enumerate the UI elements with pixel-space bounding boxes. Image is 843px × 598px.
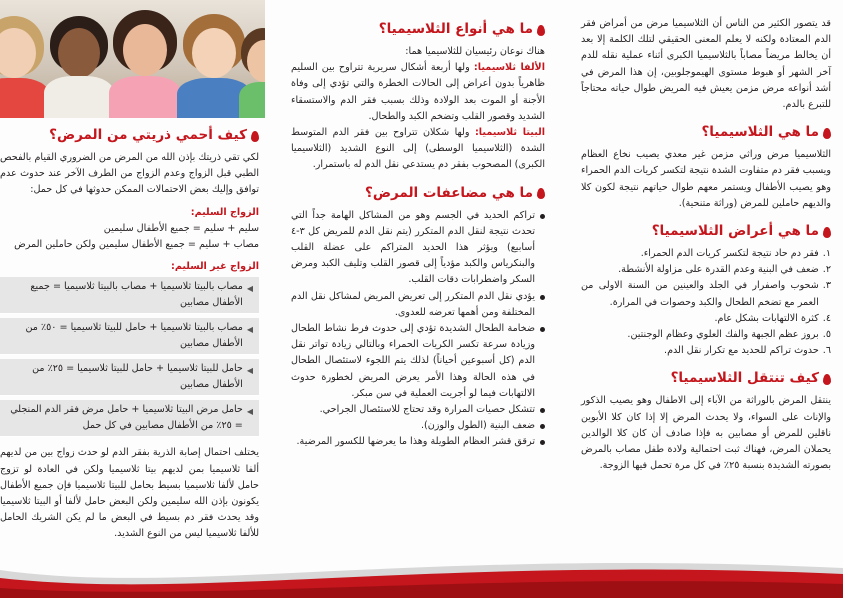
left-column: [0, 0, 271, 560]
case-text: مصاب بالبيتا ثلاسيميا + حامل للبيتا ثلاسيميا = ٥٠٪ من الأطفال مصابين: [25, 322, 243, 350]
symptoms-title: ما هي أعراض الثلاسيميا؟: [651, 223, 819, 240]
item-text: ضعف في البنية وعدم القدرة على مزاولة الأنشطة.: [618, 264, 819, 276]
beta-text: ولها شكلان تتراوح بين فقر الدم المتوسط الشدة (الثلاسيميا الوسطى) إلى النوع الشديد (الثلاسيميا الكبرى) المصحوب بفقر دم يستدعي نقل الدم له باستمرار.: [291, 127, 545, 171]
item-number: ٣.: [822, 280, 831, 292]
list-item: ضخامة الطحال الشديدة تؤدي إلى حدوث فرط نشاط الطحال وزيادة سرعة تكسر الكريات الحمراء وبالتالي زيادة تواتر نقل الدم (كل أسبوعين أحياناً) لذلك يتم اللجوء لاستئصال الطحال في هذه الحالة وهذا الأمر يعرض المريض لخطورة حدوث الالتهابات فيما لو أجريت العملية في سن مبكر.: [291, 321, 545, 402]
child-shirt: [239, 82, 265, 118]
item-text: حدوث تراكم للحديد مع تكرار نقل الدم.: [664, 345, 819, 357]
what-is-thalassemia-heading: [581, 123, 831, 141]
protect-title: كيف أحمي ذريتي من المرض؟: [49, 127, 247, 143]
item-text: كثرة الالتهابات بشكل عام.: [714, 312, 819, 324]
blood-drop-icon: [537, 188, 545, 199]
alpha-paragraph: [291, 60, 545, 125]
list-item: [581, 262, 831, 278]
triangle-bullet-icon: ◀: [246, 366, 253, 376]
unhealthy-case-box: [0, 400, 259, 437]
list-item: تراكم الحديد في الجسم وهو من المشاكل الهامة جداً التي تحدث نتيجة لنقل الدم المتكرر (يتم نقل الدم للمريض كل ٣-٤ أسابيع) ويؤثر هذا الحديد المتراكم على عضلة القلب والبنكرياس والكبد مؤدياً إلى قصور القلب وتليف الكبد ومرض السكر واضطرابات دقات القلب.: [291, 208, 545, 289]
types-title: ما هي أنواع الثلاسيميا؟: [378, 21, 533, 37]
child-face: [123, 24, 167, 76]
item-text: بروز عظم الجبهة والفك العلوي وعظام الوجنتين.: [627, 329, 819, 341]
list-item: [581, 327, 831, 343]
symptoms-list: [581, 246, 831, 359]
middle-column: [283, 0, 553, 560]
closing-paragraph: يختلف احتمال إصابة الذرية بفقر الدم لو حدث زواج بين من لديهم ألفا ثلاسيميا بمن لديهم بيتا ثلاسيميا ولكن في العادة لو تزوج حامل لألفا ثلاسيميا بسيط بحامل للبيتا ثلاسيميا فإن جميع الأطفال يكونون بإذن الله سليمين ولكن البعض حامل لألفا أو البيتا ثلاسيميا وقد يحدث فقر دم بسيط في البعض ما لم يكن الشريك الحامل للألفا ثلاسيميا ليس من النوع الشديد.: [0, 447, 259, 540]
transmission-heading: [581, 369, 831, 387]
healthy-line: مصاب + سليم = جميع الأطفال سليمين ولكن حاملين المرض: [14, 239, 259, 251]
item-text: فقر دم حاد نتيجة لتكسر كريات الدم الحمراء.: [640, 248, 819, 260]
bottom-wave-decoration: [0, 538, 843, 598]
healthy-line: سليم + سليم = جميع الأطفال سليمين: [103, 222, 259, 234]
transmission-title: كيف تنتقل الثلاسيميا؟: [670, 370, 819, 387]
unhealthy-case-box: [0, 277, 259, 314]
unhealthy-case-box: [0, 318, 259, 355]
alpha-label: الألفا ثلاسيميا:: [473, 62, 545, 74]
triangle-bullet-icon: ◀: [246, 284, 253, 294]
child-shirt: [109, 76, 181, 118]
case-text: حامل للبيتا ثلاسيميا + حامل للبيتا ثلاسيميا = ٢٥٪ من الأطفال مصابين: [32, 363, 243, 391]
blood-drop-icon: [823, 374, 831, 385]
list-item: [581, 311, 831, 327]
item-number: ٤.: [822, 312, 831, 324]
child-face: [58, 28, 100, 78]
complications-list: [291, 208, 545, 451]
types-intro: هناك نوعان رئيسيان للثلاسيميا هما:: [405, 46, 545, 57]
complications-heading: [291, 184, 545, 202]
blood-drop-icon: [823, 227, 831, 238]
symptoms-heading: [581, 222, 831, 240]
case-text: مصاب بالبيتا ثلاسيميا + مصاب بالبيتا ثلاسيميا = جميع الأطفال مصابين: [30, 281, 243, 309]
item-number: ٦.: [822, 345, 831, 357]
blood-drop-icon: [251, 131, 259, 142]
child-face: [192, 28, 236, 78]
complications-title: ما هي مضاعفات المرض؟: [365, 184, 533, 201]
children-photo: [0, 0, 265, 118]
unhealthy-case-box: [0, 359, 259, 396]
transmission-paragraph: ينتقل المرض بالوراثة من الآباء إلى الاطفال وهو يصيب الذكور والإناث على السواء، ولا يحدث المرض إلا إذا كان كلا الأبوين ناقلين للمرض أو مصابين به فإذا صادف أن كان كلا الوالدين يحملان المرض، فهناك ثبت احتمالية ولادة طفل مصاب بالمرض بصورته الشديدة بنسبة ٢٥٪ في كل مرة تحمل فيها الزوجة.: [581, 395, 831, 472]
what-is-title: ما هي الثلاسيميا؟: [701, 124, 819, 141]
child-shirt: [0, 78, 49, 118]
beta-label: البيتا ثلاسيميا:: [474, 127, 545, 139]
list-item: ترقق قشر العظام الطويلة وهذا ما يعرضها للكسور المرضية.: [291, 434, 545, 450]
what-is-paragraph: الثلاسيميا مرض وراثي مزمن غير معدي يصيب نخاع العظام ويسبب فقر دم متفاوت الشدة نتيجة لتكسر كريات الدم الحمراء وهو يصيب الأطفال ويستمر معهم طوال حياتهم نتيجة لكون كلا والديهم حاملين للمرض (وراثة متنحية).: [581, 149, 831, 209]
list-item: يؤدي نقل الدم المتكرر إلى تعريض المريض لمشاكل نقل الدم المختلفة ومن أهمها تعرضه للعدوى.: [291, 289, 545, 321]
protect-paragraph: لكي تقي ذريتك بإذن الله من المرض من الضروري القيام بالفحص الطبي قبل الزواج وعدم الزواج من الطرف الآخر عند حدوث عدم توافق وإليك بعض الاحتمالات الممكن حدوثها في كل حمل:: [0, 152, 259, 196]
list-item: [581, 343, 831, 359]
child-figure: [109, 4, 181, 118]
item-number: ٥.: [822, 329, 831, 341]
case-text: حامل مرض البيتا ثلاسيميا + حامل مرض فقر الدم المنجلي = ٢٥٪ من الأطفال مصابين في كل حمل: [10, 404, 243, 432]
list-item: ضعف البنية (الطول والوزن).: [291, 418, 545, 434]
triangle-bullet-icon: ◀: [246, 407, 253, 417]
protect-heading: [0, 126, 259, 144]
unhealthy-marriage-label: الزواج غير السليم:: [171, 261, 259, 273]
intro-paragraph: قد يتصور الكثير من الناس أن الثلاسيميا مرض من أمراض فقر الدم المعتادة ولكنه لا يعلم المعنى الحقيقي لتلك الكلمة إلا بعد أن يخالط مريضاً مصاباً بالثلاسيميا الكبرى أثناء عملية نقله للدم آخر الشهر أو هبوط مستوى الهيموجلوبين، إن هذا المرض في أشد أنواعه مرض مزمن يعيش فيه المريض طوال حياته محتاجاً للتبرع بالدم.: [581, 18, 831, 111]
blood-drop-icon: [537, 25, 545, 36]
blood-drop-icon: [823, 128, 831, 139]
alpha-text: ولها أربعة أشكال سريرية تتراوح بين السليم ظاهرياً بدون أعراض إلى الحالات الخطرة والتي تؤدي إلى وفاة الأجنة أو الموت بعد الولادة وذلك بسبب فقر الدم والاستسقاء الشديد وقصور القلب وتضخم الكبد والطحال.: [291, 62, 545, 122]
item-number: ٢.: [822, 264, 831, 276]
list-item: تتشكل حصيات المرارة وقد تحتاج للاستئصال الجراحي.: [291, 402, 545, 418]
left-column-content: [0, 126, 265, 543]
beta-paragraph: [291, 125, 545, 174]
healthy-marriage-label: الزواج السليم:: [190, 206, 259, 218]
child-figure: [0, 8, 49, 118]
child-figure: [44, 6, 114, 118]
list-item: [581, 246, 831, 262]
right-column: [567, 0, 843, 560]
list-item: [581, 278, 831, 310]
item-text: شحوب واصفرار في الجلد والعينين من السنة الاولى من العمر مع تضخم الطحال والكبد وحصوات في المرارة.: [581, 280, 819, 308]
item-number: ١.: [822, 248, 831, 260]
child-shirt: [44, 76, 114, 118]
types-heading: [291, 20, 545, 38]
triangle-bullet-icon: ◀: [246, 325, 253, 335]
